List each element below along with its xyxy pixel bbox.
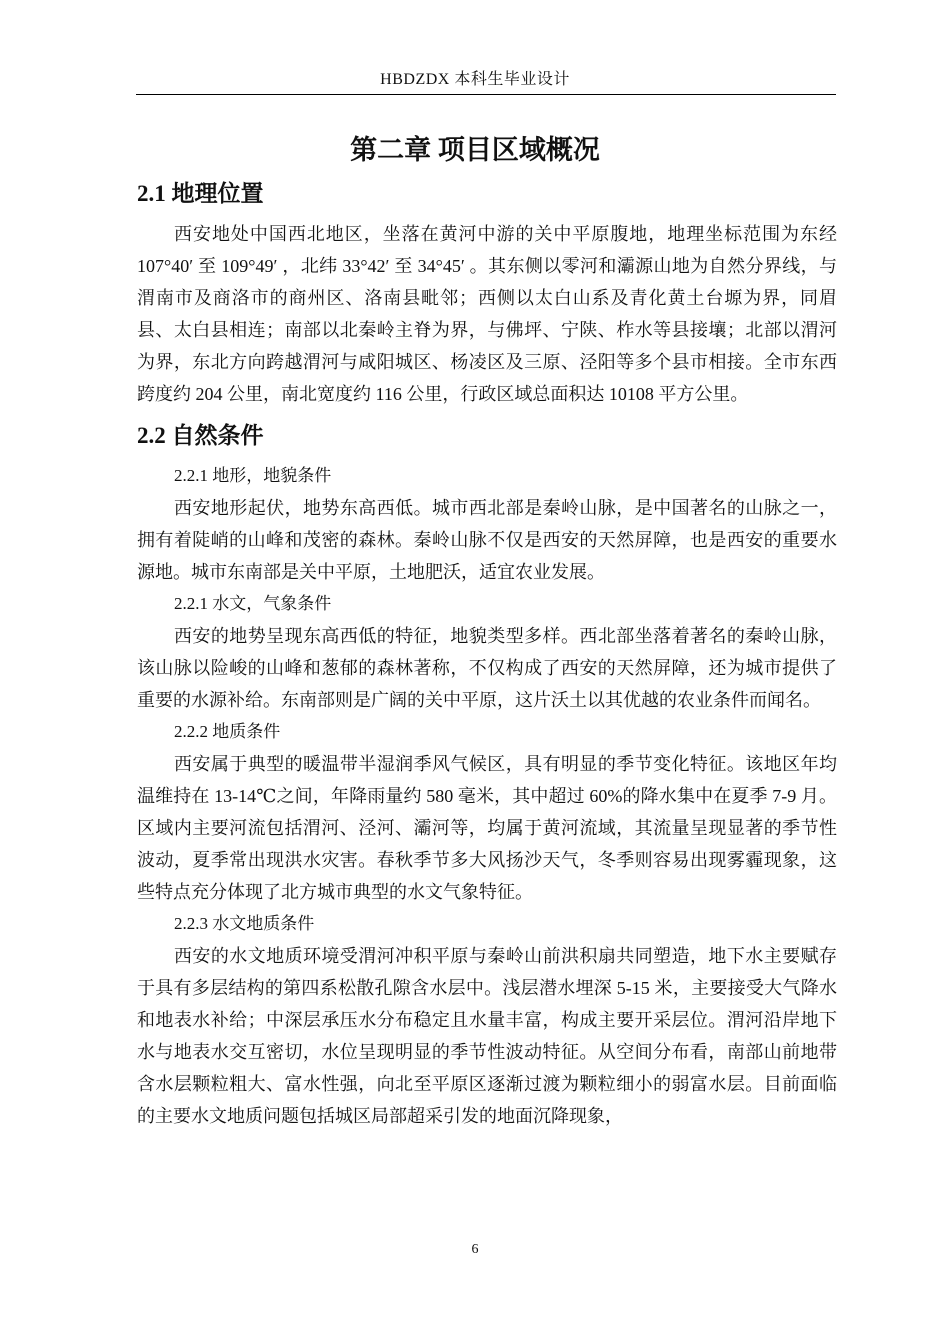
subsection-heading-terrain: 2.2.1 地形，地貌条件 bbox=[174, 466, 332, 485]
subsection-heading-geology: 2.2.2 地质条件 bbox=[174, 722, 281, 741]
subsection-heading-hydrogeology: 2.2.3 水文地质条件 bbox=[174, 914, 315, 933]
chapter-title: 第二章 项目区域概况 bbox=[350, 135, 600, 165]
page-number: 6 bbox=[471, 1242, 479, 1257]
subsection-heading-hydrology-climate: 2.2.1 水文，气象条件 bbox=[174, 594, 332, 613]
section-heading-2-1: 2.1 地理位置 bbox=[137, 181, 264, 206]
page-body bbox=[137, 176, 837, 1132]
subsection-paragraph-hydrogeology: 西安的水文地质环境受渭河冲积平原与秦岭山前洪积扇共同塑造，地下水主要赋存于具有多层结构的第四系松散孔隙含水层中。浅层潜水埋深 5-15 米，主要接受大气降水和地表水补给；中深层承压水分布稳定且水量丰富，构成主要开采层位。渭河沿岸地下水与地表水交互密切，水位呈现明显的季节性波动特征。从空间分布看，南部山前地带含水层颗粒粗大、富水性强，向北至平原区逐渐过渡为颗粒细小的弱富水层。目前面临的主要水文地质问题包括城区局部超采引发的地面沉降现象， bbox=[137, 946, 837, 1126]
page-header: HBDZDX 本科生毕业设计 bbox=[380, 71, 570, 88]
header-divider bbox=[136, 94, 836, 95]
section-paragraph-2-1: 西安地处中国西北地区，坐落在黄河中游的关中平原腹地，地理坐标范围为东经 107°40′ 至 109°49′ ，北纬 33°42′ 至 34°45′ 。其东侧以零河和灞源山地为自然分界线，与渭南市及商洛市的商州区、洛南县毗邻；西侧以太白山系及青化黄土台塬为界，同眉县、太白县相连；南部以北秦岭主脊为界，与佛坪、宁陕、柞水等县接壤；北部以渭河为界，东北方向跨越渭河与咸阳城区、杨凌区及三原、泾阳等多个县市相接。全市东西跨度约 204 公里，南北宽度约 116 公里，行政区域总面积达 10108 平方公里。 bbox=[137, 224, 837, 404]
section-heading-2-2: 2.2 自然条件 bbox=[137, 423, 264, 448]
subsection-paragraph-terrain: 西安地形起伏，地势东高西低。城市西北部是秦岭山脉，是中国著名的山脉之一，拥有着陡峭的山峰和茂密的森林。秦岭山脉不仅是西安的天然屏障，也是西安的重要水源地。城市东南部是关中平原，土地肥沃，适宜农业发展。 bbox=[137, 498, 837, 582]
subsection-paragraph-geology: 西安属于典型的暖温带半湿润季风气候区，具有明显的季节变化特征。该地区年均温维持在 13-14℃之间，年降雨量约 580 毫米，其中超过 60%的降水集中在夏季 7-9 月。区域内主要河流包括渭河、泾河、灞河等，均属于黄河流域，其流量呈现显著的季节性波动，夏季常出现洪水灾害。春秋季节多大风扬沙天气，冬季则容易出现雾霾现象，这些特点充分体现了北方城市典型的水文气象特征。 bbox=[137, 754, 837, 902]
subsection-paragraph-hydrology-climate: 西安的地势呈现东高西低的特征，地貌类型多样。西北部坐落着著名的秦岭山脉，该山脉以险峻的山峰和葱郁的森林著称，不仅构成了西安的天然屏障，还为城市提供了重要的水源补给。东南部则是广阔的关中平原，这片沃土以其优越的农业条件而闻名。 bbox=[137, 626, 837, 710]
